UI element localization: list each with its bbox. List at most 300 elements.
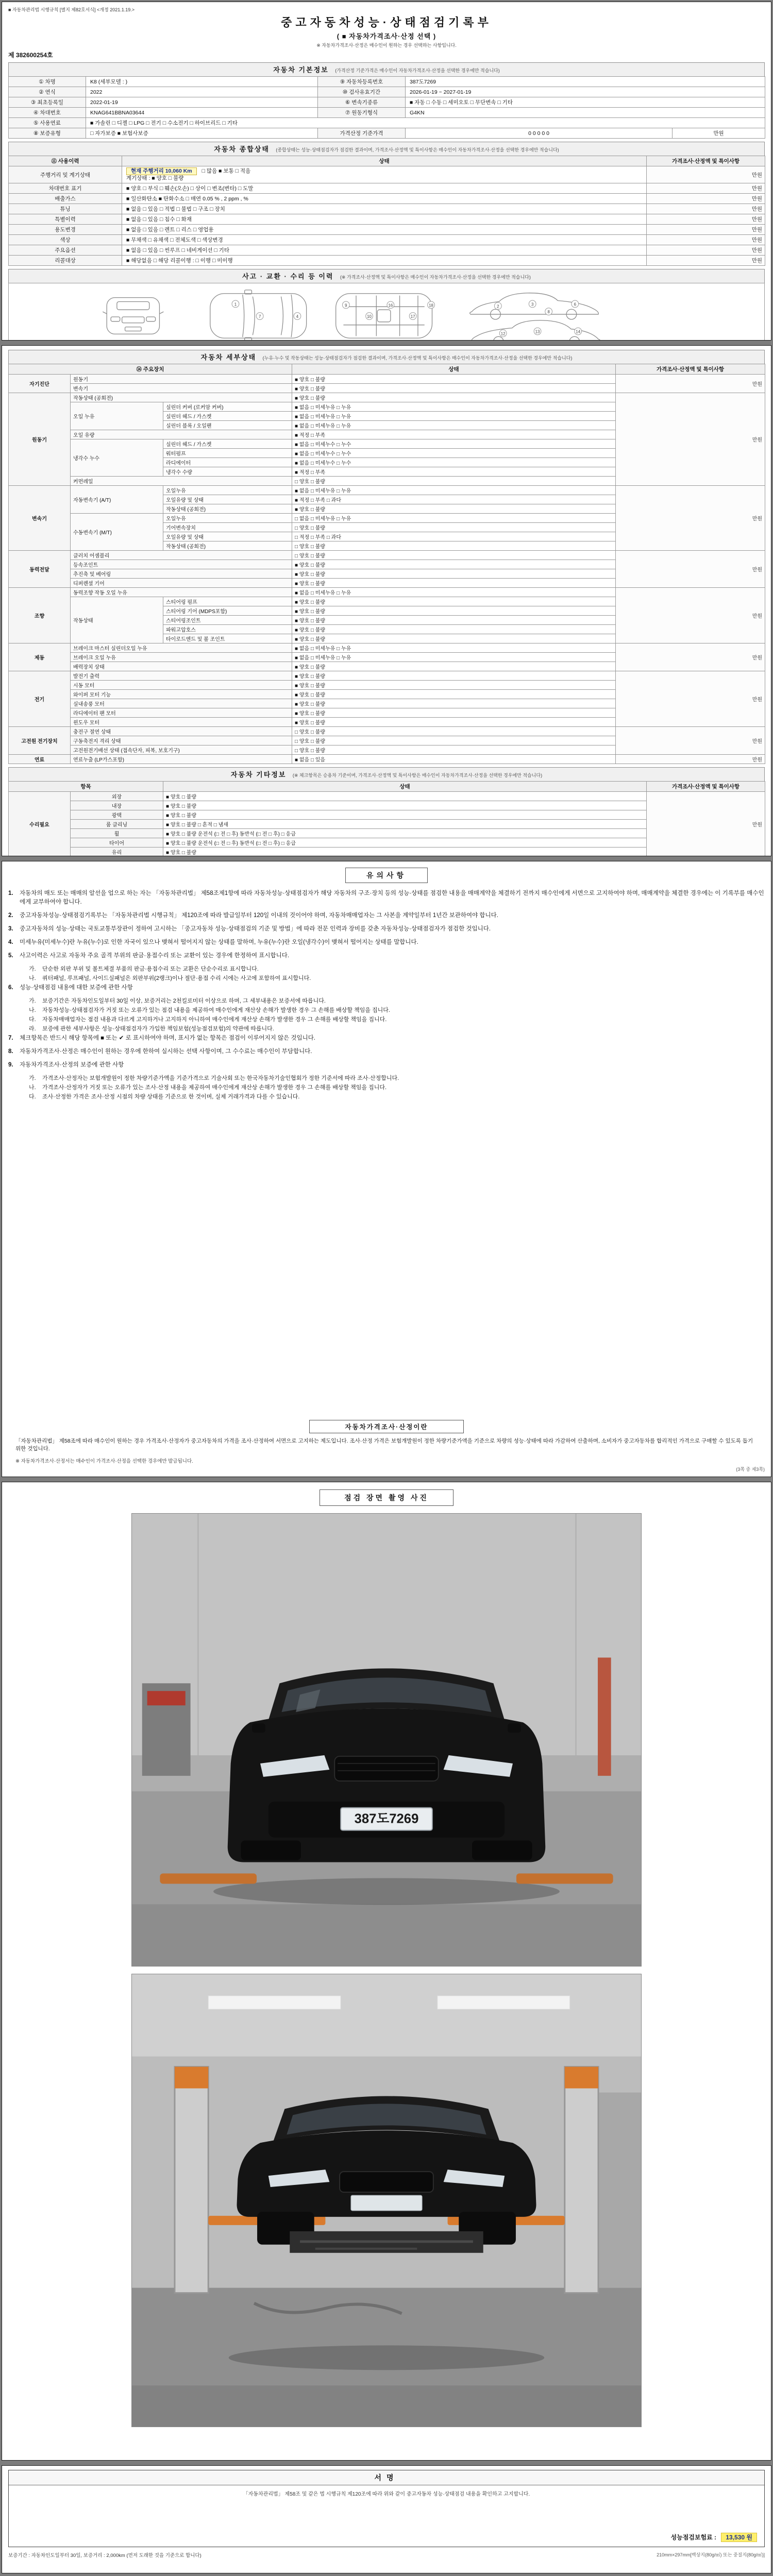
etc-group-label: 수리필요 xyxy=(9,792,71,857)
notice-subitem-number: 나. xyxy=(29,975,36,981)
checkbox-group: □ 양호 □ 불량 xyxy=(292,541,616,551)
item-label: 자동변속기 (A/T) xyxy=(71,486,163,514)
item-label: 브레이크 마스터 실린더오일 누유 xyxy=(71,643,292,653)
overall-row xyxy=(9,256,765,266)
part-label: 실린더 블록 / 오일팬 xyxy=(163,421,292,430)
checkbox-group: ■ 없음 □ 미세누유 □ 누유 xyxy=(292,588,616,597)
section-etc-title: 자동차 기타정보 xyxy=(230,771,287,778)
notice-item-number: 5. xyxy=(8,953,13,959)
field-value: ■ 가솔린 □ 디젤 □ LPG □ 전기 □ 수소전기 □ 하이브리드 □ 기타 xyxy=(86,118,765,128)
field-value: ■ 자동 □ 수동 □ 세미오토 □ 무단변속 □ 기타 xyxy=(406,97,765,108)
notice-item xyxy=(8,952,765,960)
item-label: 오일 유량 xyxy=(71,430,292,439)
notice-item-text: 중고자동차의 성능·상태는 국토교통부장관이 정하여 고시하는 「중고자동차 성능·상태점검의 기준 및 방법」에 따라 전문 인력과 장비를 갖춘 자동차성능·상태점검자가 점검한 것입니다. xyxy=(20,926,491,932)
etc-col-item: 항목 xyxy=(9,782,163,792)
item-label: 작동상태 xyxy=(71,597,163,643)
usage-item-label: 주요옵션 xyxy=(9,245,122,256)
price-cell: 만원 xyxy=(616,671,765,727)
basic-info-row xyxy=(9,108,765,118)
part-label: 냉각수 수량 xyxy=(163,467,292,477)
sheet-2 xyxy=(2,345,771,856)
notice-item-number: 1. xyxy=(8,890,13,896)
diagram-label-number: 6 xyxy=(574,302,576,307)
field-label: ⑦ 원동기형식 xyxy=(318,108,406,118)
device-group-label: 연료 xyxy=(9,755,71,764)
checkbox-group: ■ 없음 □ 미세누수 □ 누수 xyxy=(292,458,616,467)
checkbox-group: □ 양호 □ 불량 xyxy=(292,523,616,532)
diagram-number-labels xyxy=(232,300,581,337)
price-cell: 만원 xyxy=(616,486,765,551)
field-value: 만원 xyxy=(673,128,765,139)
notice-subitem-text: 가격조사·산정자는 보험개발원이 정한 차량기준가액을 기준가격으로 기술사회 또는 한국자동차기술인협회가 정한 기준서에 따라 조사·산정합니다. xyxy=(42,1075,399,1081)
notice-item xyxy=(8,1061,765,1070)
notice-subitem-number: 라. xyxy=(29,1026,36,1032)
overall-condition-table xyxy=(8,156,765,266)
basic-info-row xyxy=(9,87,765,97)
usage-item-label: 리콜대상 xyxy=(9,256,122,266)
fee-value: 13,530 원 xyxy=(721,2533,757,2542)
field-value: □ 자가보증 ■ 보험사보증 xyxy=(86,128,318,139)
checkbox-group: □ 양호 □ 불량 xyxy=(292,727,616,736)
price-cell: 만원 xyxy=(647,166,765,183)
price-cell: 만원 xyxy=(616,551,765,588)
document-subnote: ※ 자동차가격조사·산정은 매수인이 원하는 경우 선택하는 사항입니다. xyxy=(316,43,457,48)
sheet-1 xyxy=(2,2,771,341)
detail-row xyxy=(9,727,765,736)
checkbox-group: □ 양호 □ 불량 xyxy=(292,551,616,560)
device-group-label: 자기진단 xyxy=(9,375,71,393)
notice-item-text: 자동차가격조사·산정의 보증에 관한 사항 xyxy=(20,1062,124,1068)
diagram-label-number: 3 xyxy=(531,302,534,307)
notice-subitem-text: 가격조사·산정자가 거짓 또는 오류가 있는 조사·산정 내용을 제공하여 매수인에게 재산상 손해가 발생한 경우 그 손해를 배상할 책임을 집니다. xyxy=(42,1084,387,1091)
price-cell: 만원 xyxy=(647,204,765,214)
checkbox-group: ■ 양호 □ 불량 xyxy=(292,579,616,588)
diagram-label-number: 1 xyxy=(234,302,237,307)
usage-item-label: 주행거리 및 계기상태 xyxy=(9,166,122,183)
part-label: 실린더 헤드 / 가스켓 xyxy=(163,439,292,449)
checkbox-group: ■ 없음 □ 있음 □ 썬루프 □ 네비게이션 □ 기타 xyxy=(122,245,647,256)
detail-row xyxy=(9,643,765,653)
usage-item-label: 배출가스 xyxy=(9,194,122,204)
section-accident-note: (※ 가격조사·산정액 및 특이사항은 매수인이 자동차가격조사·산정을 선택한 경우에만 적습니다) xyxy=(340,275,531,280)
checkbox-group: ■ 양호 □ 불량 xyxy=(292,718,616,727)
detail-col-state: 상태 xyxy=(292,364,616,375)
section-basic-title: 자동차 기본정보 xyxy=(273,66,329,74)
price-cell: 만원 xyxy=(647,792,765,857)
diagram-label-number: 13 xyxy=(535,329,540,334)
page-marker-3: (3쪽 중 제3쪽) xyxy=(736,1467,765,1472)
checkbox-group: ■ 양호 □ 불량 xyxy=(163,810,647,820)
checkbox-group: ■ 양호 □ 불량 xyxy=(292,597,616,606)
notice-item-text: 성능·상태점검 내용에 대한 보증에 관한 사항 xyxy=(20,985,133,991)
part-label: 라디에이터 xyxy=(163,458,292,467)
field-label: ③ 최초등록일 xyxy=(9,97,86,108)
checkbox-group: ■ 양호 □ 불량 xyxy=(292,393,616,402)
price-survey-box-title: 자동차가격조사·산정이란 xyxy=(309,1420,464,1433)
photos-title: 점검 장면 촬영 사진 xyxy=(320,1489,453,1506)
part-label: 스티어링 기어 (MDPS포함) xyxy=(163,606,292,616)
item-label: 고전원전기배선 상태 (접속단자, 피복, 보호기구) xyxy=(71,745,292,755)
overall-row xyxy=(9,214,765,225)
part-label: 스티어링 펌프 xyxy=(163,597,292,606)
price-cell: 만원 xyxy=(616,643,765,671)
checkbox-group: 현재 주행거리 10,060 Km □ 많음 ■ 보통 □ 적음 계기상태 : ■ 양호 □ 불량 xyxy=(122,166,647,183)
item-label: 커먼레일 xyxy=(71,477,292,486)
checkbox-group: ■ 없음 □ 미세누유 □ 누유 xyxy=(292,653,616,662)
checkbox-group: □ 적정 □ 부족 □ 과다 xyxy=(292,532,616,541)
price-cell: 만원 xyxy=(616,375,765,393)
checkbox-group: ■ 무채색 □ 유채색 □ 전체도색 □ 색상변경 xyxy=(122,235,647,245)
form-reference: ■ 자동차관리법 시행규칙 [별지 제82호서식] <개정 2021.1.19.> xyxy=(8,7,135,12)
item-label: 수동변속기 (M/T) xyxy=(71,514,163,551)
item-label: 내장 xyxy=(71,801,163,810)
basic-info-row xyxy=(9,128,765,139)
checkbox-group: ■ 적정 □ 부족 □ 과다 xyxy=(292,495,616,504)
field-value: KNAG641BBNA03644 xyxy=(86,108,318,118)
notice-subitem-text: 자동차성능·상태점검자가 거짓 또는 오류가 있는 점검 내용을 제공하여 매수인에게 재산상 손해가 발생한 경우 그 손해를 배상할 책임을 집니다. xyxy=(42,1007,390,1013)
item-label: 발전기 출력 xyxy=(71,671,292,681)
overall-row xyxy=(9,225,765,235)
overall-row xyxy=(9,204,765,214)
sheet-gap xyxy=(2,2461,771,2465)
notice-subitem xyxy=(29,1006,765,1014)
notice-subitem xyxy=(29,1074,765,1082)
item-label: 충전구 절연 상태 xyxy=(71,727,292,736)
part-label: 기어변속장치 xyxy=(163,523,292,532)
checkbox-group: ■ 양호 □ 불량 xyxy=(292,504,616,514)
notice-item xyxy=(8,889,765,907)
device-group-label: 원동기 xyxy=(9,393,71,486)
basic-info-table xyxy=(8,76,765,139)
section-overall-header xyxy=(8,142,765,156)
usage-item-label: 색상 xyxy=(9,235,122,245)
notice-item-text: 체크항목은 반드시 해당 항목에 ■ 또는 ✔ 로 표시하여야 하며, 표시가 없는 항목은 점검이 이루어지지 않은 것입니다. xyxy=(20,1035,315,1041)
price-cell: 만원 xyxy=(616,393,765,486)
section-basic-note: (가격산정 기준가격은 매수인이 자동차가격조사·산정을 선택한 경우에만 적습니다) xyxy=(335,68,500,73)
notice-item-number: 4. xyxy=(8,939,13,945)
checkbox-group: ■ 양호 □ 불량 운전석 (□ 전 □ 후) 동반석 (□ 전 □ 후) □ 응급 xyxy=(163,838,647,848)
price-cell: 만원 xyxy=(647,214,765,225)
price-cell: 만원 xyxy=(647,256,765,266)
diagram-label-number: 18 xyxy=(429,303,433,308)
notice-item xyxy=(8,925,765,934)
device-group-label: 동력전달 xyxy=(9,551,71,588)
diagram-label-number: 10 xyxy=(367,314,372,319)
basic-info-row xyxy=(9,118,765,128)
notice-subitem xyxy=(29,974,765,982)
overall-col-price: 가격조사·산정액 및 특이사항 xyxy=(647,156,765,166)
checkbox-group: ■ 양호 □ 불량 xyxy=(292,708,616,718)
diagram-label-number: 8 xyxy=(547,310,550,315)
item-label: 변속기 xyxy=(71,384,292,393)
notice-title: 유의사항 xyxy=(345,868,428,883)
item-label: 원동기 xyxy=(71,375,292,384)
underbody-view xyxy=(336,294,432,338)
checkbox-group: ■ 양호 □ 불량 xyxy=(292,569,616,579)
sheet-4-photos xyxy=(2,1482,771,2461)
basic-info-row xyxy=(9,97,765,108)
notice-item xyxy=(8,984,765,992)
checkbox-group: ■ 없음 □ 있음 □ 적법 □ 불법 □ 구조 □ 장치 xyxy=(122,204,647,214)
checkbox-group: ■ 양호 □ 불량 xyxy=(163,792,647,801)
part-label: 워터펌프 xyxy=(163,449,292,458)
item-label: 브레이크 오일 누유 xyxy=(71,653,292,662)
checkbox-group: ■ 양호 □ 불량 xyxy=(292,625,616,634)
field-label: ⑨ 자동차등록번호 xyxy=(318,77,406,87)
photo-1-front-view xyxy=(132,1514,641,1966)
detail-row xyxy=(9,486,765,495)
section-accident-header xyxy=(8,269,765,283)
part-label: 오일누유 xyxy=(163,514,292,523)
checkbox-group: ■ 양호 □ 불량 xyxy=(292,671,616,681)
field-value: 387도7269 xyxy=(406,77,765,87)
inspection-photo-1 xyxy=(131,1513,642,1967)
item-label: 라디에이터 팬 모터 xyxy=(71,708,292,718)
notice-item-number: 3. xyxy=(8,926,13,932)
warranty-footnote: 보증기간 : 자동차인도일부터 30일, 보증거리 : 2,000km (먼저 도래한 것을 기준으로 합니다) xyxy=(8,2553,201,2558)
section-overall-title: 자동차 종합상태 xyxy=(214,145,270,153)
checkbox-group: ■ 양호 □ 불량 운전석 (□ 전 □ 후) 동반석 (□ 전 □ 후) □ 응급 xyxy=(163,829,647,838)
field-label: ⑩ 검사유효기간 xyxy=(318,87,406,97)
basic-info-row xyxy=(9,77,765,87)
notice-subitem-number: 나. xyxy=(29,1007,36,1013)
checkbox-group: □ 양호 □ 불량 xyxy=(292,477,616,486)
car-diagram-panel xyxy=(8,283,765,341)
item-label: 디퍼렌셜 기어 xyxy=(71,579,292,588)
field-value: G4KN xyxy=(406,108,765,118)
part-label: 실린더 커버 (로커암 커버) xyxy=(163,402,292,412)
diagram-label-number: 16 xyxy=(388,303,393,308)
field-value: 0 0 0 0 0 xyxy=(406,128,673,139)
diagram-label-number: 14 xyxy=(576,329,581,334)
item-label: 동력조향 작동 오일 누유 xyxy=(71,588,292,597)
checkbox-group: ■ 적정 □ 부족 xyxy=(292,430,616,439)
item-label: 연료누출 (LP가스포함) xyxy=(71,755,292,764)
checkbox-group: ■ 일산화탄소 ■ 탄화수소 □ 매연 0.05 % , 2 ppm , % xyxy=(122,194,647,204)
price-cell: 만원 xyxy=(616,588,765,643)
diagram-label-number: 17 xyxy=(410,314,415,319)
usage-item-label: 특별이력 xyxy=(9,214,122,225)
signature-statement: 「자동차관리법」 제58조 및 같은 법 시행규칙 제120조에 따라 위와 같이 중고자동차 성능·상태점검 내용을 확인하고 고지합니다. xyxy=(243,2492,530,2497)
field-label: 가격산정 기준가격 xyxy=(318,128,406,139)
checkbox-group: ■ 없음 □ 미세누유 □ 누유 xyxy=(292,412,616,421)
overall-row xyxy=(9,235,765,245)
field-label: ① 차명 xyxy=(9,77,86,87)
notice-footnote: ※ 자동차가격조사·산정서는 매수인이 가격조사·산정을 선택한 경우에만 발급됩니다. xyxy=(15,1459,193,1464)
part-label: 작동상태 (공회전) xyxy=(163,541,292,551)
checkbox-group: ■ 양호 □ 불량 xyxy=(292,699,616,708)
field-label: ⑥ 변속기종류 xyxy=(318,97,406,108)
sheet-gap xyxy=(2,856,771,861)
notice-subitem-text: 조사·산정한 가격은 조사·산정 시점의 차량 상태를 기준으로 한 것이며, 실제 거래가격과 다를 수 있습니다. xyxy=(42,1094,300,1100)
front-view xyxy=(103,298,163,334)
overall-row xyxy=(9,166,765,183)
checkbox-group: □ 없음 □ 미세누유 □ 누유 xyxy=(292,514,616,523)
field-value: 2026-01-19 ~ 2027-01-19 xyxy=(406,87,765,97)
price-cell: 만원 xyxy=(647,194,765,204)
diagram-label-number: 9 xyxy=(345,303,347,308)
checkbox-group: ■ 양호 □ 불량 xyxy=(163,801,647,810)
current-mileage-box: 현재 주행거리 10,060 Km xyxy=(126,167,197,175)
notice-item-text: 자동차가격조사·산정은 매수인이 원하는 경우에 한하여 실시하는 선택 사항이며, 그 수수료는 매수인이 부담합니다. xyxy=(20,1048,312,1055)
detail-row xyxy=(9,755,765,764)
field-label: ② 연식 xyxy=(9,87,86,97)
notice-item xyxy=(8,938,765,947)
checkbox-group: ■ 없음 □ 미세누유 □ 누유 xyxy=(292,486,616,495)
checkbox-group: ■ 없음 □ 미세누유 □ 누유 xyxy=(292,402,616,412)
notice-subitem xyxy=(29,1025,765,1033)
detail-col-device: ⑭ 주요장치 xyxy=(9,364,292,375)
notice-item xyxy=(8,1047,765,1056)
price-cell: 만원 xyxy=(616,755,765,764)
checkbox-group: □ 양호 □ 불량 xyxy=(292,745,616,755)
price-cell: 만원 xyxy=(647,235,765,245)
car-diagram xyxy=(88,285,685,341)
notice-subitem-text: 자동차매매업자는 점검 내용과 다르게 고지하거나 고지하지 아니하여 매수인에게 재산상 손해가 발생한 경우 그 손해를 배상할 책임을 집니다. xyxy=(42,1016,387,1023)
field-label: ⑤ 사용연료 xyxy=(9,118,86,128)
checkbox-group: ■ 양호 □ 불량 xyxy=(292,616,616,625)
title-block xyxy=(8,14,765,59)
signature-title: 서명 xyxy=(9,2470,764,2485)
notice-bottom xyxy=(8,1415,765,1472)
detail-row xyxy=(9,551,765,560)
item-label: 유리 xyxy=(71,848,163,857)
usage-item-label: 차대번호 표기 xyxy=(9,183,122,194)
device-group-label: 조향 xyxy=(9,588,71,643)
overall-row xyxy=(9,194,765,204)
checkbox-group: ■ 양호 □ 부식 □ 훼손(오손) □ 상이 □ 변조(변타) □ 도말 xyxy=(122,183,647,194)
part-label: 오일유량 및 상태 xyxy=(163,532,292,541)
price-cell: 만원 xyxy=(647,225,765,235)
checkbox-group: ■ 없음 □ 미세누수 □ 누수 xyxy=(292,449,616,458)
inspection-insurance-fee xyxy=(671,2533,757,2541)
document-subtitle: ( ■ 자동차가격조사·산정 선택 ) xyxy=(337,32,436,40)
document-title: 중고자동차성능·상태점검기록부 xyxy=(281,16,492,29)
item-label: 광택 xyxy=(71,810,163,820)
checkbox-group: ■ 없음 □ 미세누유 □ 누유 xyxy=(292,421,616,430)
sheet-footer xyxy=(8,2551,765,2558)
item-label: 와이퍼 모터 기능 xyxy=(71,690,292,699)
notice-subitem-text: 보증에 관한 세부사항은 성능·상태점검자가 가입한 책임보험(성능점검보험)의 약관에 따릅니다. xyxy=(42,1026,274,1032)
part-label: 타이로드엔드 및 볼 조인트 xyxy=(163,634,292,643)
diagram-label-number: 7 xyxy=(258,314,261,319)
notice-subitem-text: 보증기간은 자동차인도일부터 30일 이상, 보증거리는 2천킬로미터 이상으로 하며, 그 세부내용은 보증서에 따릅니다. xyxy=(42,998,326,1004)
notice-subitem xyxy=(29,965,765,973)
item-label: 등속조인트 xyxy=(71,560,292,569)
etc-col-state: 상태 xyxy=(163,782,647,792)
notice-subitem xyxy=(29,1093,765,1101)
section-basic-header xyxy=(8,62,765,76)
notice-item-number: 9. xyxy=(8,1062,13,1068)
checkbox-group: ■ 양호 □ 불량 □ 흔적 □ 냄새 xyxy=(163,820,647,829)
etc-col-price: 가격조사·산정액 및 특이사항 xyxy=(647,782,765,792)
item-label: 시동 모터 xyxy=(71,681,292,690)
part-label: 실린더 헤드 / 가스켓 xyxy=(163,412,292,421)
checkbox-group: ■ 없음 □ 있음 xyxy=(292,755,616,764)
detail-row xyxy=(9,588,765,597)
field-value: 2022 xyxy=(86,87,318,97)
checkbox-group: ■ 양호 □ 불량 xyxy=(292,384,616,393)
notice-subitem xyxy=(29,1015,765,1024)
checkbox-group: □ 양호 □ 불량 xyxy=(292,736,616,745)
item-label: 오일 누유 xyxy=(71,402,163,430)
notice-item-number: 2. xyxy=(8,912,13,919)
diagram-label-number: 12 xyxy=(500,331,506,336)
document-number: 제 382600254호 xyxy=(8,52,53,59)
detail-col-price: 가격조사·산정액 및 특이사항 xyxy=(616,364,765,375)
usage-item-label: 용도변경 xyxy=(9,225,122,235)
notice-item xyxy=(8,1034,765,1043)
checkbox-group: ■ 양호 □ 불량 xyxy=(292,690,616,699)
field-label: ⑧ 보증유형 xyxy=(9,128,86,139)
part-label: 스티어링조인트 xyxy=(163,616,292,625)
item-label: 룸 클리닝 xyxy=(71,820,163,829)
notice-item xyxy=(8,911,765,920)
overall-row xyxy=(9,183,765,194)
notice-item-text: 사고이력은 사고로 자동차 주요 골격 부위의 판금·용접수리 또는 교환이 있는 경우에 한정하여 표시합니다. xyxy=(20,953,290,959)
signature-box xyxy=(8,2470,765,2547)
checkbox-group: ■ 양호 □ 불량 xyxy=(292,560,616,569)
item-label: 윈도우 모터 xyxy=(71,718,292,727)
checkbox-group: ■ 양호 □ 불량 xyxy=(292,606,616,616)
section-etc-header xyxy=(8,767,765,781)
notice-subitem-number: 가. xyxy=(29,966,36,972)
notice-item-number: 7. xyxy=(8,1035,13,1041)
device-group-label: 전기 xyxy=(9,671,71,727)
item-label: 구동축전지 격리 상태 xyxy=(71,736,292,745)
detail-row xyxy=(9,671,765,681)
section-detail-note: (누유·누수 및 작동상태는 성능·상태점검자가 점검한 결과이며, 가격조사·산정액 및 특이사항은 매수인이 자동차가격조사·산정을 선택한 경우에만 적습니다) xyxy=(262,355,573,361)
checkbox-group: ■ 적정 □ 부족 xyxy=(292,467,616,477)
detail-row xyxy=(9,375,765,384)
checkbox-group: ■ 양호 □ 불량 xyxy=(292,662,616,671)
overall-col-state: 상태 xyxy=(122,156,647,166)
checkbox-group: ■ 양호 □ 불량 xyxy=(292,681,616,690)
device-group-label: 변속기 xyxy=(9,486,71,551)
fee-label: 성능점검보험료 : xyxy=(670,2534,717,2541)
notice-subitem-number: 다. xyxy=(29,1016,36,1023)
item-label: 실내송풍 모터 xyxy=(71,699,292,708)
item-label: 추진축 및 베어링 xyxy=(71,569,292,579)
svg-text:387도7269: 387도7269 xyxy=(354,1811,419,1826)
notice-item-text: 미세누유(미세누수)란 누유(누수)로 인한 자국이 있으나 맺혀서 떨어지지 않는 상태를 말하며, 누유(누수)란 오일(냉각수)이 맺혀서 떨어지는 상태를 말합니다. xyxy=(20,939,418,945)
field-label: ④ 차대번호 xyxy=(9,108,86,118)
overall-row xyxy=(9,245,765,256)
notice-item-text: 중고자동차성능·상태점검기록부는 「자동차관리법 시행규칙」 제120조에 따라 발급일부터 120일 이내의 것이어야 하며, 자동차매매업자는 그 사본을 계약일부터 1년간 보관하여야 합니다. xyxy=(20,912,498,919)
part-label: 오일누유 xyxy=(163,486,292,495)
part-label: 파워고압호스 xyxy=(163,625,292,634)
paper-spec: 210mm×297mm[백상지(80g/㎡) 또는 중질지(80g/㎡)] xyxy=(657,2552,765,2557)
checkbox-group: ■ 없음 □ 미세누수 □ 누수 xyxy=(292,439,616,449)
checkbox-group: ■ 양호 □ 불량 xyxy=(163,848,647,857)
checkbox-group: ■ 해당없음 □ 해당 리콜이행 : □ 이행 □ 미이행 xyxy=(122,256,647,266)
sheet-gap xyxy=(2,341,771,345)
notice-item-number: 8. xyxy=(8,1048,13,1055)
checkbox-group: ■ 없음 □ 있음 □ 침수 □ 화재 xyxy=(122,214,647,225)
overall-col-usage: ⑪ 사용이력 xyxy=(9,156,122,166)
item-label: 작동상태 (공회전) xyxy=(71,393,292,402)
diagram-label-number: 4 xyxy=(296,314,299,319)
part-label: 오일유량 및 상태 xyxy=(163,495,292,504)
photo-2-lift-view xyxy=(132,1974,641,2427)
item-label: 외장 xyxy=(71,792,163,801)
section-detail-header xyxy=(8,350,765,364)
notice-subitem-number: 나. xyxy=(29,1084,36,1091)
notice-subitem-number: 가. xyxy=(29,998,36,1004)
notice-body xyxy=(8,889,765,1102)
notice-subitem-number: 가. xyxy=(29,1075,36,1081)
notice-item-text: 자동차의 매도 또는 매매의 알선을 업으로 하는 자는 「자동차관리법」 제58조제1항에 따라 자동차성능·상태점검자가 해당 자동차의 구조·장치 등의 성능·상태를 점검한 내용을 매매계약을 체결하기 전까지 매수인에게 서면으로 고지하여야 하며, 매매계약을 체결한 경우에는 이 기록부를 매수인에게 교부하여야 합니다. xyxy=(20,890,764,905)
